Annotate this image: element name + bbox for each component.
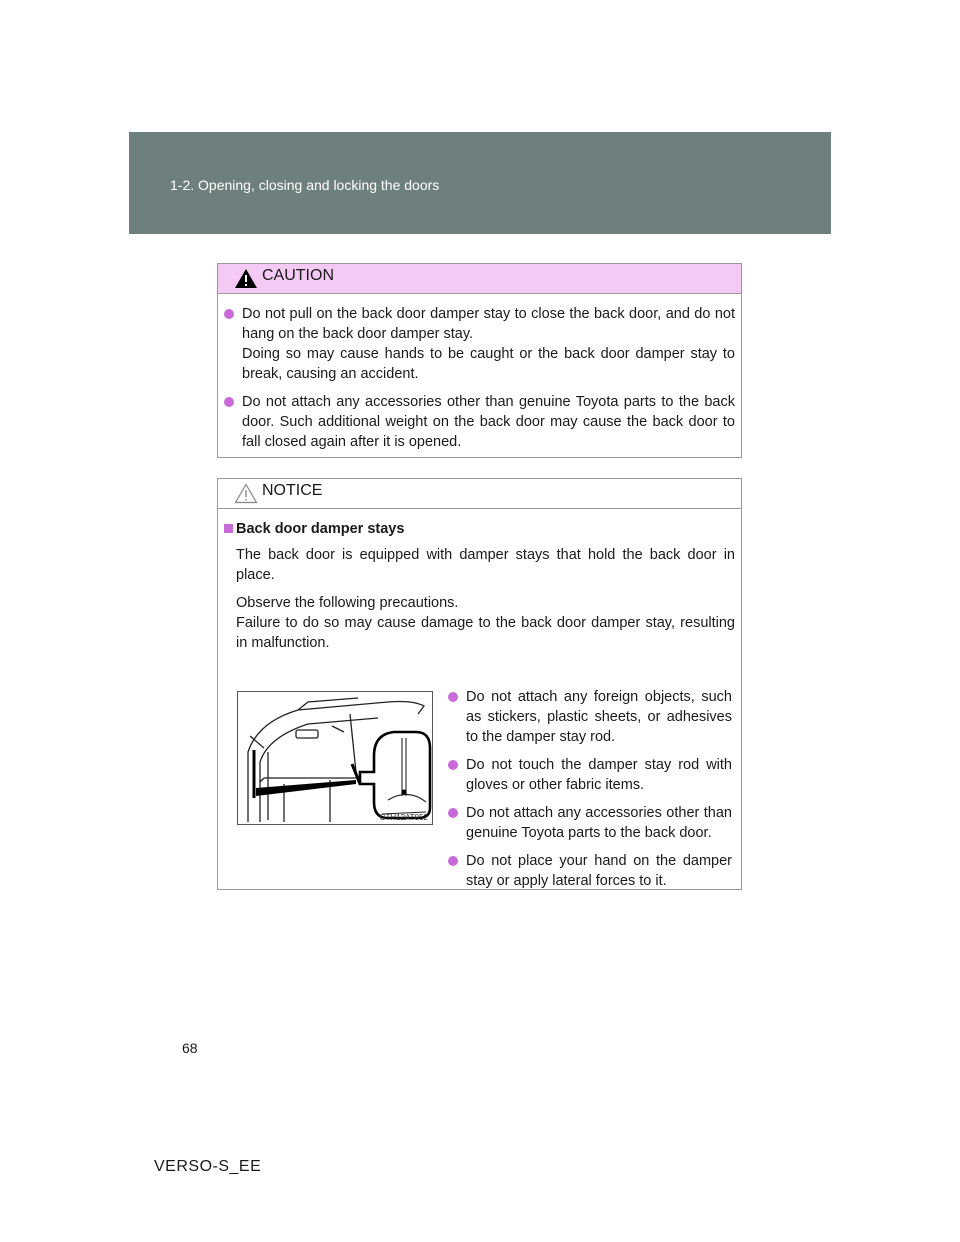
header-band — [129, 132, 831, 234]
warning-filled-icon — [234, 268, 258, 289]
damper-precautions-list — [448, 687, 732, 899]
notice-header — [218, 479, 741, 509]
bullet-dot-icon — [224, 309, 234, 319]
bullet-dot-icon — [448, 692, 458, 702]
warning-outline-icon — [234, 483, 258, 504]
square-bullet-icon — [224, 524, 233, 533]
bullet-dot-icon — [448, 760, 458, 770]
bullet-dot-icon — [448, 856, 458, 866]
notice-label: NOTICE — [262, 481, 323, 499]
notice-subheading: Back door damper stays — [224, 519, 735, 539]
list-item: Do not attach any accessories other than genuine Toyota parts to the back door. — [448, 803, 732, 843]
list-item: Do not place your hand on the damper stay or apply lateral forces to it. — [448, 851, 732, 891]
notice-paragraph-1: The back door is equipped with damper stays that hold the back door in place. — [236, 547, 735, 583]
caution-label: CAUTION — [262, 266, 334, 284]
list-item: Do not attach any foreign objects, such as stickers, plastic sheets, or adhesives to the damper stay rod. — [448, 687, 732, 747]
bullet-dot-icon — [448, 808, 458, 818]
caution-header — [218, 264, 741, 294]
caution-item-1: Do not pull on the back door damper stay to close the back door, and do not hang on the back door damper stay. Doing so may cause hands to be caught or the back door damper stay to break, causing an accident. — [224, 304, 735, 384]
page-number: 68 — [182, 1040, 198, 1056]
back-door-damper-figure — [238, 692, 432, 824]
caution-box — [217, 263, 742, 458]
document-code: VERSO-S_EE — [154, 1158, 262, 1175]
notice-paragraph-2: Observe the following precautions. Failure to do so may cause damage to the back door damper stay, resulting in malfunction. — [236, 595, 735, 651]
caution-item-2: Do not attach any accessories other than genuine Toyota parts to the back door. Such additional weight on the back door may cause the back door to fall closed again after it is opened. — [224, 392, 735, 452]
list-item: Do not touch the damper stay rod with gloves or other fabric items. — [448, 755, 732, 795]
damper-stay-illustration — [237, 691, 433, 825]
bullet-dot-icon — [224, 397, 234, 407]
section-title: 1-2. Opening, closing and locking the doors — [170, 177, 440, 193]
figure-code: CTH12AT052 — [379, 813, 428, 822]
notice-box — [217, 478, 742, 890]
